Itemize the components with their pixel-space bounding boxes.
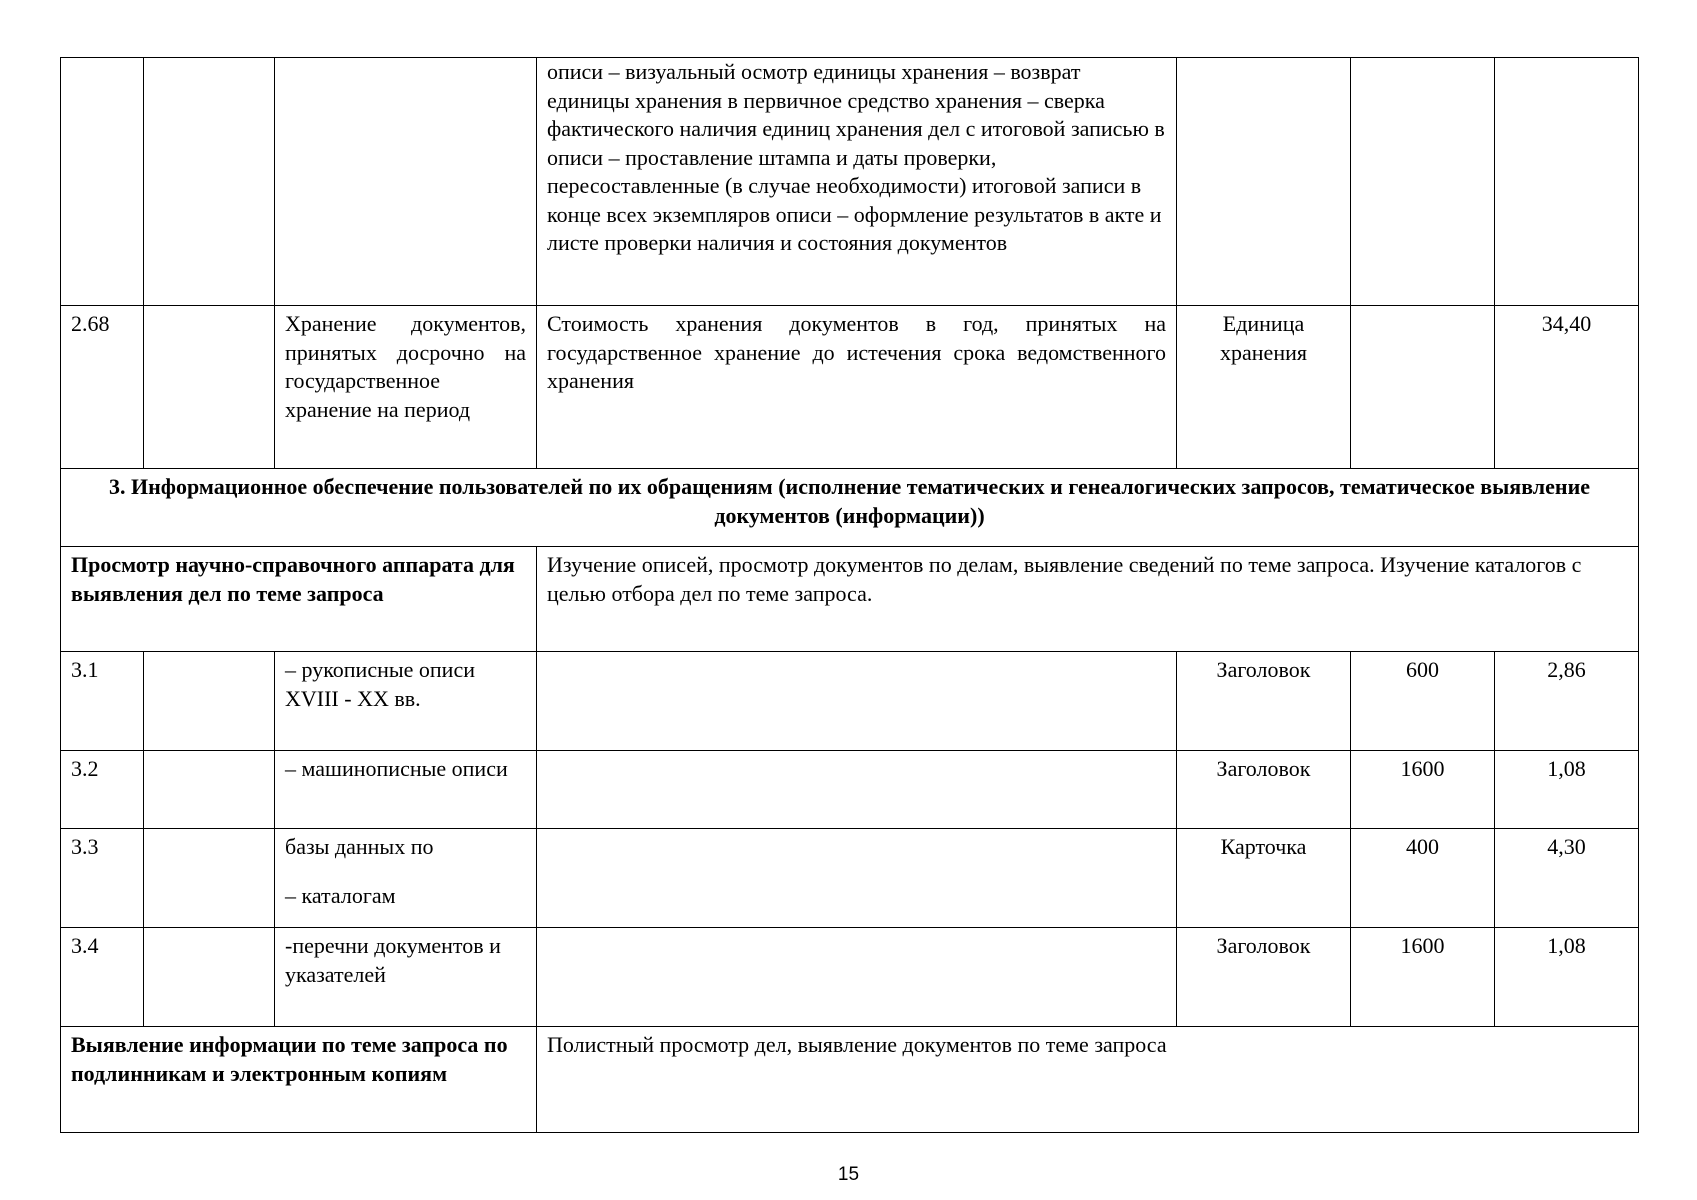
- cell-unit: Карточка: [1177, 829, 1351, 928]
- group-title: Выявление информации по теме запроса по подлинникам и электронным копиям: [61, 1027, 537, 1133]
- cell-number: 3.3: [61, 829, 144, 928]
- section-heading-row: [61, 469, 1639, 547]
- cell-norm: 600: [1351, 652, 1495, 751]
- cell-number: 3.2: [61, 751, 144, 829]
- group-title: Просмотр научно-справочного аппарата для выявления дел по теме запроса: [61, 547, 537, 652]
- table-row: [61, 306, 1639, 469]
- cell-number: [61, 58, 144, 306]
- line-gap: [285, 862, 526, 882]
- table-row: [61, 652, 1639, 751]
- cell-price: [1495, 58, 1639, 306]
- group-row: [61, 547, 1639, 652]
- cell-code: [144, 306, 275, 469]
- table-row: [61, 829, 1639, 928]
- cell-unit: Заголовок: [1177, 751, 1351, 829]
- cell-norm: 1600: [1351, 751, 1495, 829]
- cell-norm: [1351, 58, 1495, 306]
- cell-norm: 400: [1351, 829, 1495, 928]
- cell-description: [537, 928, 1177, 1027]
- cell-number: 3.1: [61, 652, 144, 751]
- cell-number: 3.4: [61, 928, 144, 1027]
- page-number: 15: [837, 1164, 860, 1185]
- cell-price: 34,40: [1495, 306, 1639, 469]
- cell-code: [144, 652, 275, 751]
- cell-name: -перечни документов и указателей: [275, 928, 537, 1027]
- cell-code: [144, 928, 275, 1027]
- cell-description: Стоимость хранения документов в год, принятых на государственное хранение до истечения срока ведомственного хранения: [537, 306, 1177, 469]
- cell-price: 1,08: [1495, 751, 1639, 829]
- group-row: [61, 1027, 1639, 1133]
- cell-price: 2,86: [1495, 652, 1639, 751]
- cell-name: – рукописные описи XVIII - XX вв.: [275, 652, 537, 751]
- cell-code: [144, 58, 275, 306]
- cell-description: [537, 829, 1177, 928]
- section-heading: 3. Информационное обеспечение пользователей по их обращениям (исполнение тематических и генеалогических запросов, тематическое выявление документов (информации)): [61, 469, 1639, 547]
- cell-unit: [1177, 58, 1351, 306]
- cell-price: 1,08: [1495, 928, 1639, 1027]
- cell-unit: Заголовок: [1177, 928, 1351, 1027]
- cell-code: [144, 829, 275, 928]
- table-row: [61, 58, 1639, 306]
- name-line: базы данных по: [285, 834, 434, 859]
- cell-description: [537, 652, 1177, 751]
- table-row: [61, 751, 1639, 829]
- cell-name: [275, 58, 537, 306]
- cell-name: [275, 829, 537, 928]
- cell-name: Хранение документов, принятых досрочно на государственное хранение на период: [275, 306, 537, 469]
- group-description: Полистный просмотр дел, выявление документов по теме запроса: [537, 1027, 1639, 1133]
- cell-name: – машинописные описи: [275, 751, 537, 829]
- cell-norm: 1600: [1351, 928, 1495, 1027]
- cell-description: [537, 58, 1177, 306]
- cell-price: 4,30: [1495, 829, 1639, 928]
- description-text: описи – визуальный осмотр единицы хранения – возврат единицы хранения в первичное средство хранения – сверка фактического наличия единиц хранения дел с итоговой записью в описи – проставление штампа и даты проверки, пересоставленные (в случае необходимости) итоговой записи в конце всех экземпляров описи – оформление результатов в акте и листе проверки наличия и состояния документов: [547, 59, 1165, 255]
- cell-code: [144, 751, 275, 829]
- cell-norm: [1351, 306, 1495, 469]
- group-description: Изучение описей, просмотр документов по делам, выявление сведений по теме запроса. Изучение каталогов с целью отбора дел по теме запроса.: [537, 547, 1639, 652]
- cell-number: 2.68: [61, 306, 144, 469]
- cell-description: [537, 751, 1177, 829]
- name-line: – каталогам: [285, 882, 396, 908]
- price-table: [60, 57, 1639, 1133]
- cell-unit: Заголовок: [1177, 652, 1351, 751]
- table-row: [61, 928, 1639, 1027]
- cell-unit: Единица хранения: [1177, 306, 1351, 469]
